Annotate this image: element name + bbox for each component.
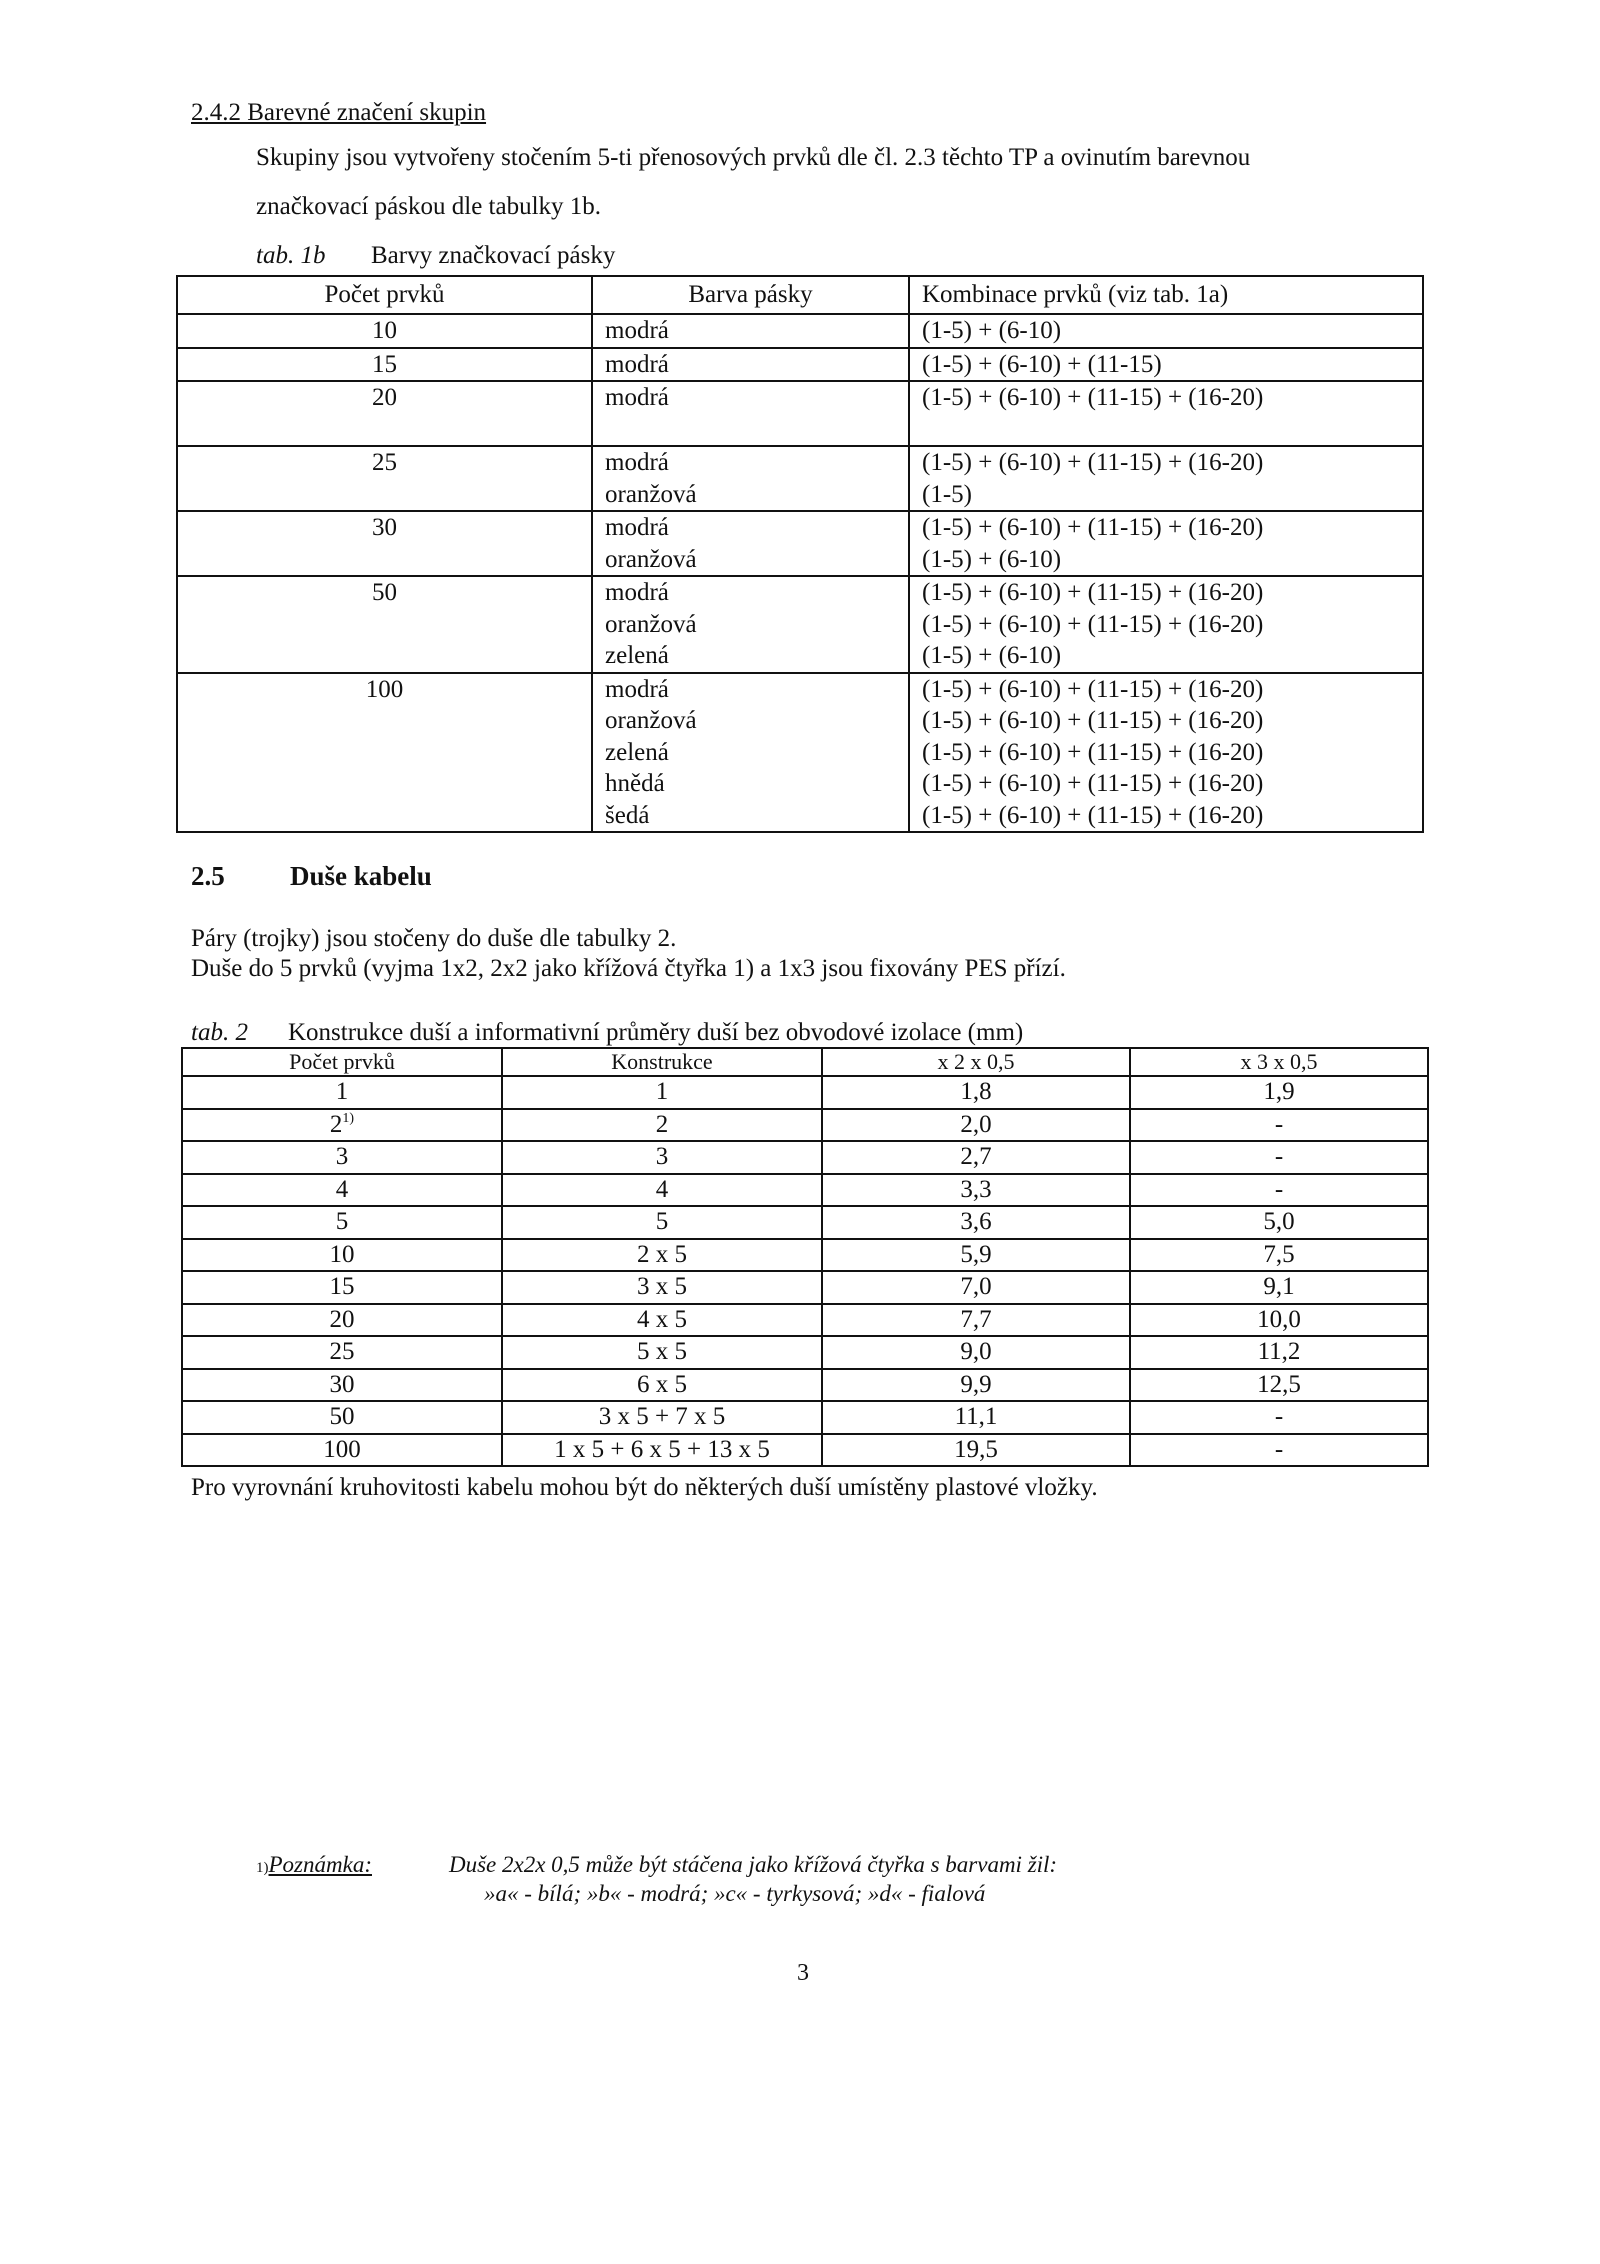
table-1b-combo: (1-5) xyxy=(922,480,972,508)
table-1b-color: oranžová xyxy=(605,707,697,734)
table-1b-color: modrá xyxy=(605,579,669,606)
table-1b-color: oranžová xyxy=(605,545,697,573)
table-1b-count: 50 xyxy=(177,576,592,673)
table-2-header-d2: x 2 x 0,5 xyxy=(822,1048,1130,1076)
table-1b-combo: (1-5) + (6-10) + (11-15) xyxy=(909,348,1423,382)
table-1b-count: 20 xyxy=(177,381,592,446)
table-row xyxy=(182,1239,1428,1272)
table-1b-combo: (1-5) + (6-10) + (11-15) + (16-20) xyxy=(922,801,1264,829)
table-row xyxy=(177,381,1423,446)
table-2-count-cell xyxy=(182,1109,502,1142)
table-1b-combo: (1-5) + (6-10) + (11-15) + (16-20) xyxy=(909,381,1423,446)
table-1b-count: 30 xyxy=(177,511,592,576)
table-2-construction: 1 xyxy=(502,1076,822,1109)
table-2-title: Konstrukce duší a informativní průměry duší bez obvodové izolace (mm) xyxy=(288,1019,1024,1046)
table-1b-combo: (1-5) + (6-10) + (11-15) + (16-20) xyxy=(922,449,1264,476)
table-1b-combo: (1-5) + (6-10) + (11-15) + (16-20) xyxy=(922,610,1264,638)
table-2-count: 20 xyxy=(182,1304,502,1337)
table-2-d3: - xyxy=(1130,1109,1428,1142)
table-2-d3: - xyxy=(1130,1174,1428,1207)
table-2-d3: 1,9 xyxy=(1130,1076,1428,1109)
table-row xyxy=(182,1369,1428,1402)
table-1b-combo: (1-5) + (6-10) + (11-15) + (16-20) xyxy=(922,579,1264,606)
footnote-line1: Duše 2x2x 0,5 může být stáčena jako křížová čtyřka s barvami žil: xyxy=(449,1852,1058,1877)
table-2-d3: - xyxy=(1130,1434,1428,1467)
section-242-para-line2: značkovací páskou dle tabulky 1b. xyxy=(256,193,602,220)
table-2-d3: 11,2 xyxy=(1130,1336,1428,1369)
table-2-d2: 9,9 xyxy=(822,1369,1130,1402)
section-242-heading: 2.4.2 Barevné značení skupin xyxy=(191,99,487,126)
page-number: 3 xyxy=(797,1960,809,1986)
section-25-para-line2: Duše do 5 prvků (vyjma 1x2, 2x2 jako křížová čtyřka 1) a 1x3 jsou fixovány PES přízí. xyxy=(191,955,1066,982)
table-1b-combo: (1-5) + (6-10) xyxy=(922,545,1062,573)
table-1b-header-count: Počet prvků xyxy=(177,276,592,314)
table-2-d2: 1,8 xyxy=(822,1076,1130,1109)
table-1b-color: hnědá xyxy=(605,770,665,797)
section-25-number: 2.5 xyxy=(191,861,225,891)
table-1b-count: 10 xyxy=(177,314,592,348)
table-1b-color: modrá xyxy=(592,381,909,446)
table-1b-color: zelená xyxy=(605,642,669,669)
table-2-construction: 3 xyxy=(502,1141,822,1174)
table-2-construction: 4 xyxy=(502,1174,822,1207)
table-2-label: tab. 2 xyxy=(191,1019,248,1046)
table-row xyxy=(177,673,1423,833)
table-1b-combo: (1-5) + (6-10) + (11-15) + (16-20) xyxy=(922,707,1264,734)
table-2-construction: 3 x 5 + 7 x 5 xyxy=(502,1401,822,1434)
table-2-count: 50 xyxy=(182,1401,502,1434)
table-1b-header-row xyxy=(177,276,1423,314)
table-row xyxy=(182,1336,1428,1369)
table-1b-combo: (1-5) + (6-10) + (11-15) + (16-20) xyxy=(922,770,1264,797)
table-2-count: 1 xyxy=(182,1076,502,1109)
table-2-d2: 11,1 xyxy=(822,1401,1130,1434)
table-2-d3: 5,0 xyxy=(1130,1206,1428,1239)
footnote-marker: 1) xyxy=(256,1860,269,1876)
table-2-count: 5 xyxy=(182,1206,502,1239)
table-2-construction: 1 x 5 + 6 x 5 + 13 x 5 xyxy=(502,1434,822,1467)
table-1b-combo: (1-5) + (6-10) + (11-15) + (16-20) xyxy=(922,675,1264,703)
table-1b-header-color: Barva pásky xyxy=(592,276,909,314)
table-row xyxy=(182,1206,1428,1239)
table-2-d2: 7,7 xyxy=(822,1304,1130,1337)
table-1b-color: oranžová xyxy=(605,480,697,508)
table-1b xyxy=(176,275,1424,833)
table-1b-color: oranžová xyxy=(605,610,697,638)
section-25-title: Duše kabelu xyxy=(290,861,432,891)
table-2-d3: 10,0 xyxy=(1130,1304,1428,1337)
table-2-construction: 2 xyxy=(502,1109,822,1142)
table-1b-combo: (1-5) + (6-10) + (11-15) + (16-20) xyxy=(922,738,1264,766)
table-2-count: 10 xyxy=(182,1239,502,1272)
table-2-d3: - xyxy=(1130,1141,1428,1174)
section-242-para-line1: Skupiny jsou vytvořeny stočením 5-ti přenosových prvků dle čl. 2.3 těchto TP a ovinutím barevnou xyxy=(256,144,1251,171)
footnote-label: Poznámka: xyxy=(268,1852,372,1877)
table-1b-color: modrá xyxy=(592,348,909,382)
table-row xyxy=(177,348,1423,382)
table-2-d3: - xyxy=(1130,1401,1428,1434)
footnote-label-wrap xyxy=(256,1852,372,1878)
table-2-d2: 9,0 xyxy=(822,1336,1130,1369)
table-2-count: 2 xyxy=(329,1110,343,1138)
table-1b-combo: (1-5) + (6-10) xyxy=(922,642,1062,669)
table-row xyxy=(182,1434,1428,1467)
table-2-d2: 19,5 xyxy=(822,1434,1130,1467)
footnote-ref: 1) xyxy=(342,1110,355,1126)
table-2-d3: 7,5 xyxy=(1130,1239,1428,1272)
table-2-construction: 2 x 5 xyxy=(502,1239,822,1272)
table-1b-color: modrá xyxy=(605,449,669,476)
table-2-count: 4 xyxy=(182,1174,502,1207)
table-row xyxy=(182,1401,1428,1434)
table-2-d3: 12,5 xyxy=(1130,1369,1428,1402)
table-2-count: 100 xyxy=(182,1434,502,1467)
table-1b-count: 15 xyxy=(177,348,592,382)
table-row xyxy=(177,446,1423,511)
table-2-header-construction: Konstrukce xyxy=(502,1048,822,1076)
table-row xyxy=(182,1109,1428,1142)
section-25-para-line1: Páry (trojky) jsou stočeny do duše dle tabulky 2. xyxy=(191,925,677,952)
table-2-count: 30 xyxy=(182,1369,502,1402)
table-row xyxy=(182,1076,1428,1109)
table-1b-color: modrá xyxy=(592,314,909,348)
table-2-d2: 7,0 xyxy=(822,1271,1130,1304)
table-2 xyxy=(181,1047,1429,1467)
table-1b-color: modrá xyxy=(605,514,669,541)
table-2-d2: 2,7 xyxy=(822,1141,1130,1174)
table-2-construction: 6 x 5 xyxy=(502,1369,822,1402)
table-2-count: 15 xyxy=(182,1271,502,1304)
table-row xyxy=(182,1141,1428,1174)
table-1b-count: 25 xyxy=(177,446,592,511)
table-2-construction: 4 x 5 xyxy=(502,1304,822,1337)
table-row xyxy=(182,1271,1428,1304)
table-2-count: 25 xyxy=(182,1336,502,1369)
table-2-header-d3: x 3 x 0,5 xyxy=(1130,1048,1428,1076)
table-2-construction: 3 x 5 xyxy=(502,1271,822,1304)
table-1b-combo: (1-5) + (6-10) + (11-15) + (16-20) xyxy=(922,514,1264,541)
table-2-header-row xyxy=(182,1048,1428,1076)
table-2-d2: 5,9 xyxy=(822,1239,1130,1272)
table-1b-color: šedá xyxy=(605,801,650,829)
table-row xyxy=(177,511,1423,576)
table-2-footer-note: Pro vyrovnání kruhovitosti kabelu mohou být do některých duší umístěny plastové vložky. xyxy=(191,1474,1098,1501)
table-1b-title: Barvy značkovací pásky xyxy=(371,242,616,269)
table-2-d3: 9,1 xyxy=(1130,1271,1428,1304)
table-2-d2: 3,3 xyxy=(822,1174,1130,1207)
table-2-construction: 5 xyxy=(502,1206,822,1239)
table-row xyxy=(182,1174,1428,1207)
table-2-d2: 2,0 xyxy=(822,1109,1130,1142)
table-1b-color: zelená xyxy=(605,738,669,766)
table-1b-color: modrá xyxy=(605,675,669,703)
table-2-count: 3 xyxy=(182,1141,502,1174)
table-row xyxy=(177,576,1423,673)
table-row xyxy=(177,314,1423,348)
table-2-construction: 5 x 5 xyxy=(502,1336,822,1369)
table-1b-count: 100 xyxy=(177,673,592,833)
table-1b-header-combo: Kombinace prvků (viz tab. 1a) xyxy=(909,276,1423,314)
footnote-line2: »a« - bílá; »b« - modrá; »c« - tyrkysová; »d« - fialová xyxy=(484,1881,986,1906)
table-row xyxy=(182,1304,1428,1337)
table-2-d2: 3,6 xyxy=(822,1206,1130,1239)
table-2-header-count: Počet prvků xyxy=(182,1048,502,1076)
table-1b-label: tab. 1b xyxy=(256,242,326,269)
table-1b-combo: (1-5) + (6-10) xyxy=(909,314,1423,348)
